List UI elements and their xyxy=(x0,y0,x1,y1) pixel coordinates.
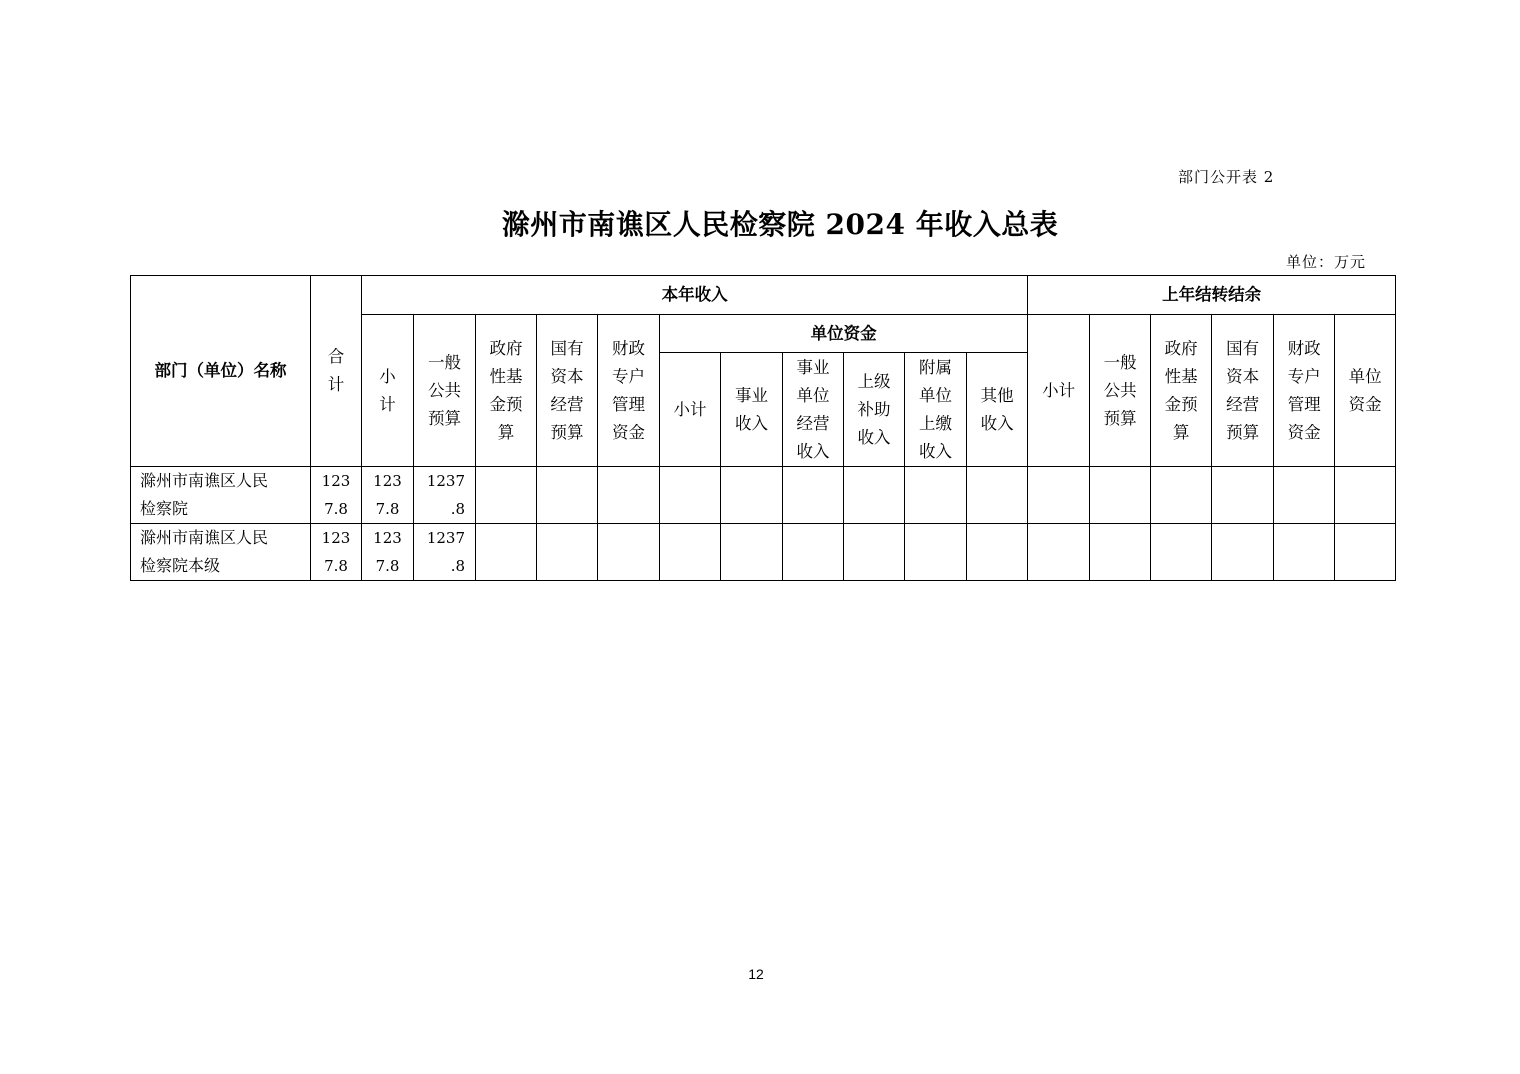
form-code: 部门公开表 2 xyxy=(1178,168,1275,186)
empty-cell xyxy=(476,467,537,524)
empty-cell xyxy=(537,467,598,524)
empty-cell xyxy=(1028,467,1090,524)
header-py-general-budget: 一般 公共 预算 xyxy=(1090,315,1151,467)
empty-cell xyxy=(721,524,783,581)
empty-cell xyxy=(783,467,844,524)
empty-cell xyxy=(721,467,783,524)
empty-cell xyxy=(476,524,537,581)
empty-cell xyxy=(660,467,721,524)
page-number: 12 xyxy=(748,966,764,982)
empty-cell xyxy=(598,524,660,581)
table-row xyxy=(131,467,1396,524)
header-dept-name: 部门（单位）名称 xyxy=(131,276,311,467)
header-prior-year: 上年结转结余 xyxy=(1028,276,1396,315)
row-dept-name: 滁州市南谯区人民 检察院 xyxy=(131,467,311,524)
header-cy-subtotal: 小 计 xyxy=(362,315,414,467)
header-current-year: 本年收入 xyxy=(362,276,1028,315)
empty-cell xyxy=(905,467,967,524)
row-general-budget: 1237 .8 xyxy=(414,524,476,581)
empty-cell xyxy=(537,524,598,581)
header-cy-gov-fund: 政府 性基 金预 算 xyxy=(476,315,537,467)
header-py-gov-fund: 政府 性基 金预 算 xyxy=(1151,315,1212,467)
empty-cell xyxy=(844,524,905,581)
header-uf-other-income: 其他 收入 xyxy=(967,353,1028,467)
header-uf-subtotal: 小计 xyxy=(660,353,721,467)
empty-cell xyxy=(967,467,1028,524)
header-py-subtotal: 小计 xyxy=(1028,315,1090,467)
header-py-state-capital: 国有 资本 经营 预算 xyxy=(1212,315,1274,467)
header-uf-business-operation: 事业 单位 经营 收入 xyxy=(783,353,844,467)
row-general-budget: 1237 .8 xyxy=(414,467,476,524)
header-unit-funds: 单位资金 xyxy=(660,315,1028,353)
empty-cell xyxy=(1151,467,1212,524)
row-subtotal: 123 7.8 xyxy=(362,524,414,581)
empty-cell xyxy=(1274,524,1335,581)
empty-cell xyxy=(1028,524,1090,581)
row-total: 123 7.8 xyxy=(311,524,362,581)
header-cy-general-budget: 一般 公共 预算 xyxy=(414,315,476,467)
empty-cell xyxy=(967,524,1028,581)
header-uf-affiliated-remit: 附属 单位 上缴 收入 xyxy=(905,353,967,467)
income-summary-table xyxy=(130,275,1396,581)
empty-cell xyxy=(598,467,660,524)
header-total: 合 计 xyxy=(311,276,362,467)
empty-cell xyxy=(844,467,905,524)
empty-cell xyxy=(1335,467,1396,524)
row-subtotal: 123 7.8 xyxy=(362,467,414,524)
empty-cell xyxy=(1151,524,1212,581)
header-py-unit-funds: 单位 资金 xyxy=(1335,315,1396,467)
empty-cell xyxy=(1274,467,1335,524)
empty-cell xyxy=(1212,524,1274,581)
empty-cell xyxy=(1335,524,1396,581)
row-total: 123 7.8 xyxy=(311,467,362,524)
empty-cell xyxy=(1090,524,1151,581)
header-uf-superior-subsidy: 上级 补助 收入 xyxy=(844,353,905,467)
header-cy-fiscal-special: 财政 专户 管理 资金 xyxy=(598,315,660,467)
header-py-fiscal-special: 财政 专户 管理 资金 xyxy=(1274,315,1335,467)
empty-cell xyxy=(660,524,721,581)
unit-label: 单位：万元 xyxy=(1286,253,1367,271)
empty-cell xyxy=(1090,467,1151,524)
empty-cell xyxy=(783,524,844,581)
header-uf-business-income: 事业 收入 xyxy=(721,353,783,467)
row-dept-name: 滁州市南谯区人民 检察院本级 xyxy=(131,524,311,581)
empty-cell xyxy=(905,524,967,581)
header-cy-state-capital: 国有 资本 经营 预算 xyxy=(537,315,598,467)
empty-cell xyxy=(1212,467,1274,524)
table-row xyxy=(131,524,1396,581)
page-title: 滁州市南谯区人民检察院 2024 年收入总表 xyxy=(501,208,1059,241)
